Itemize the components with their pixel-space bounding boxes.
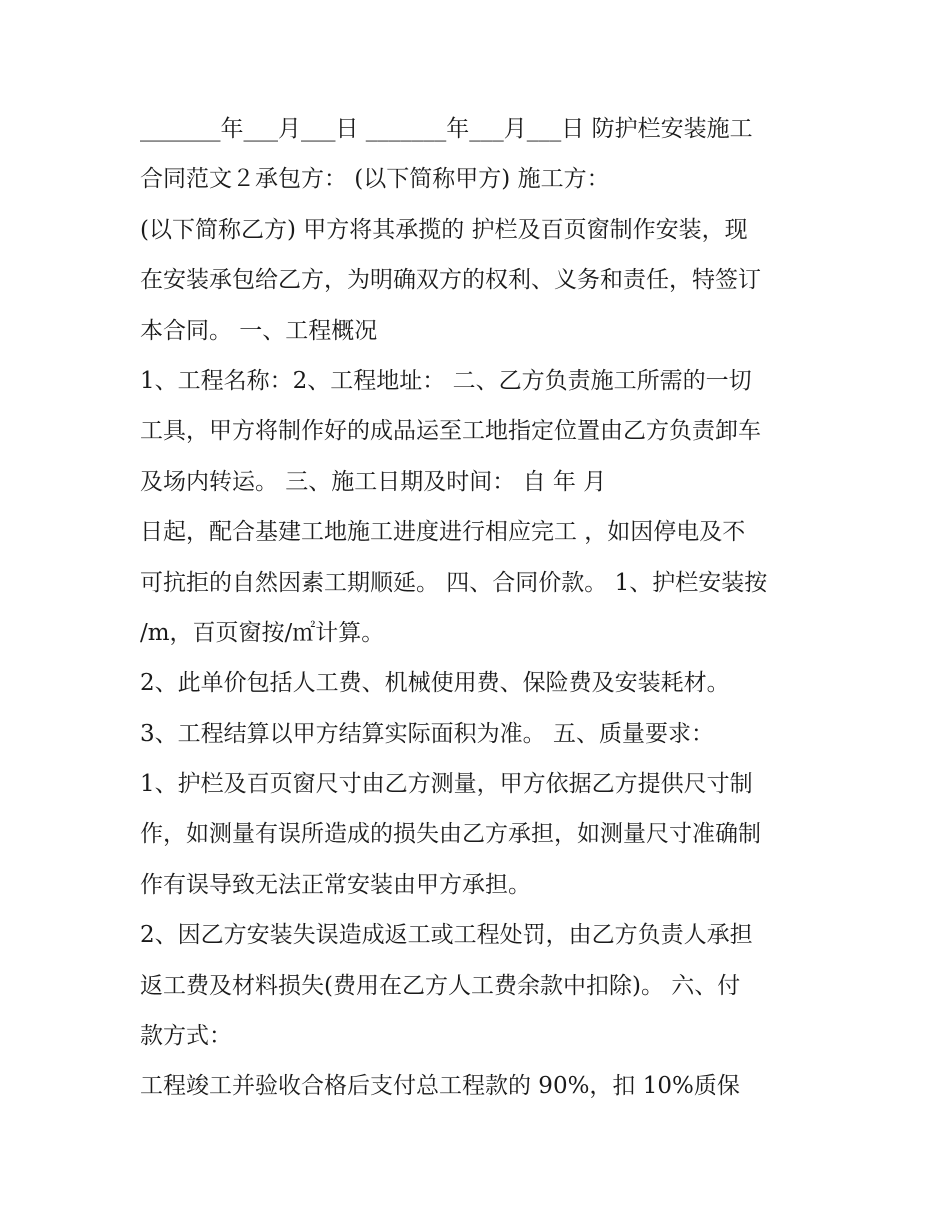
text-line: 合同范文２承包方： (以下简称甲方) 施工方： bbox=[140, 166, 610, 193]
text-line: 本合同。 一、工程概况 bbox=[140, 317, 378, 344]
text-line: 3、工程结算以甲方结算实际面积为准。 五、质量要求： bbox=[140, 720, 714, 747]
text-line: 2、此单价包括人工费、机械使用费、保险费及安装耗材。 bbox=[140, 670, 730, 697]
text-line: 工具，甲方将制作好的成品运至工地指定位置由乙方负责卸车 bbox=[140, 418, 761, 445]
text-line: 在安装承包给乙方，为明确双方的权利、义务和责任，特签订 bbox=[140, 267, 761, 294]
contract-text bbox=[140, 104, 820, 1112]
text-line: (以下简称乙方) 甲方将其承揽的 护栏及百页窗制作安装，现 bbox=[140, 216, 748, 243]
text-line: 返工费及材料损失(费用在乙方人工费余款中扣除)。 六、付 bbox=[140, 972, 741, 999]
text-line: 2、因乙方安装失误造成返工或工程处罚，由乙方负责人承担 bbox=[140, 922, 753, 949]
text-line: 1、工程名称：2、工程地址： 二、乙方负责施工所需的一切 bbox=[140, 367, 752, 394]
text-line: 日起，配合基建工地施工进度进行相应完工 ，如因停电及不 bbox=[140, 519, 746, 546]
text-line: _______年___月___日 _______年___月___日 防护栏安装施工 bbox=[140, 116, 753, 142]
text-line: 及场内转运。 三、施工日期及时间： 自 年 月 bbox=[140, 468, 607, 495]
text-line: 款方式： bbox=[140, 1023, 232, 1050]
text-line: 1、护栏及百页窗尺寸由乙方测量，甲方依据乙方提供尺寸制 bbox=[140, 771, 753, 798]
text-line: 作，如测量有误所造成的损失由乙方承担，如测量尺寸准确制 bbox=[140, 821, 761, 848]
text-line: 作有误导致无法正常安装由甲方承担。 bbox=[140, 871, 531, 898]
text-line: 可抗拒的自然因素工期顺延。 四、合同价款。 1、护栏安装按 bbox=[140, 569, 768, 596]
text-line: /m，百页窗按/㎡计算。 bbox=[140, 619, 385, 646]
text-line: 工程竣工并验收合格后支付总工程款的 90%，扣 10%质保 bbox=[140, 1073, 740, 1100]
